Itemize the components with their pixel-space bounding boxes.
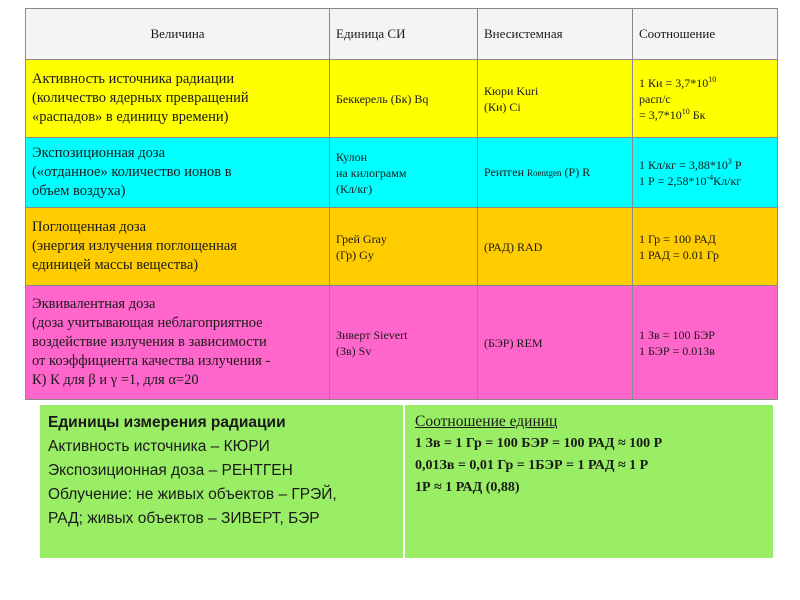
units-summary-box <box>40 405 404 558</box>
unit-ratio-box <box>405 405 773 558</box>
units-summary-line: Облучение: не живых объектов – ГРЭЙ, <box>48 486 337 503</box>
quantity-cell: Эквивалентная доза (доза учитывающая неблагоприятное воздействие излучения в зависимости от коэффициента качества излучения - К) К для β и γ =1, для α=20 <box>26 286 330 400</box>
table-row <box>26 286 778 400</box>
non-system-cell: Рентген Roentgen (Р) R <box>478 138 633 208</box>
quantity-cell: Поглощенная доза (энергия излучения поглощенная единицей массы вещества) <box>26 208 330 286</box>
ratio-cell: 1 Зв = 100 БЭР 1 БЭР = 0.01Зв <box>633 286 778 400</box>
table-row <box>26 138 778 208</box>
header-si-unit: Единица СИ <box>330 9 478 60</box>
units-summary-line: Активность источника – КЮРИ <box>48 438 270 455</box>
table-header-row <box>26 9 778 60</box>
units-summary-line: РАД; живых объектов – ЗИВЕРТ, БЭР <box>48 510 320 527</box>
non-system-cell: Кюри Kuri (Ки) Ci <box>478 60 633 138</box>
quantity-cell: Экспозиционная доза («отданное» количество ионов в объем воздуха) <box>26 138 330 208</box>
table-row <box>26 208 778 286</box>
unit-ratio-line: 1 Зв = 1 Гр = 100 БЭР = 100 РАД ≈ 100 Р <box>415 436 663 451</box>
quantity-cell: Активность источника радиации (количество ядерных превращений «распадов» в единицу времени) <box>26 60 330 138</box>
ratio-cell: 1 Ки = $3,7*10^{10}$ расп/с = $3,7*10^{10}$ Бк <box>633 60 778 138</box>
units-summary-title: Единицы измерения радиации <box>48 414 286 431</box>
si-unit-cell: Беккерель (Бк) Bq <box>330 60 478 138</box>
ratio-cell: 1 Гр = 100 РАД 1 РАД = 0.01 Гр <box>633 208 778 286</box>
unit-ratio-line: 1Р ≈ 1 РАД (0,88) <box>415 480 520 495</box>
units-table <box>25 8 778 400</box>
si-unit-cell: Зиверт Sievert (Зв) Sv <box>330 286 478 400</box>
si-unit-cell: Грей Gray (Гр) Gy <box>330 208 478 286</box>
unit-ratio-title: Соотношение единиц <box>415 413 558 430</box>
non-system-cell: (РАД) RAD <box>478 208 633 286</box>
units-summary-line: Экспозиционная доза – РЕНТГЕН <box>48 462 293 479</box>
header-ratio: Соотношение <box>633 9 778 60</box>
table-row <box>26 60 778 138</box>
header-quantity: Величина <box>26 9 330 60</box>
si-unit-cell: Кулон на килограмм (Кл/кг) <box>330 138 478 208</box>
header-non-system: Внесистемная <box>478 9 633 60</box>
ratio-cell: 1 $Кл/кг = 3,88*10^3$ Р 1 $Р = 2,58*10^{-4}Кл/кг$ <box>633 138 778 208</box>
non-system-cell: (БЭР) REM <box>478 286 633 400</box>
unit-ratio-line: 0,01Зв = 0,01 Гр = 1БЭР = 1 РАД ≈ 1 Р <box>415 458 649 473</box>
